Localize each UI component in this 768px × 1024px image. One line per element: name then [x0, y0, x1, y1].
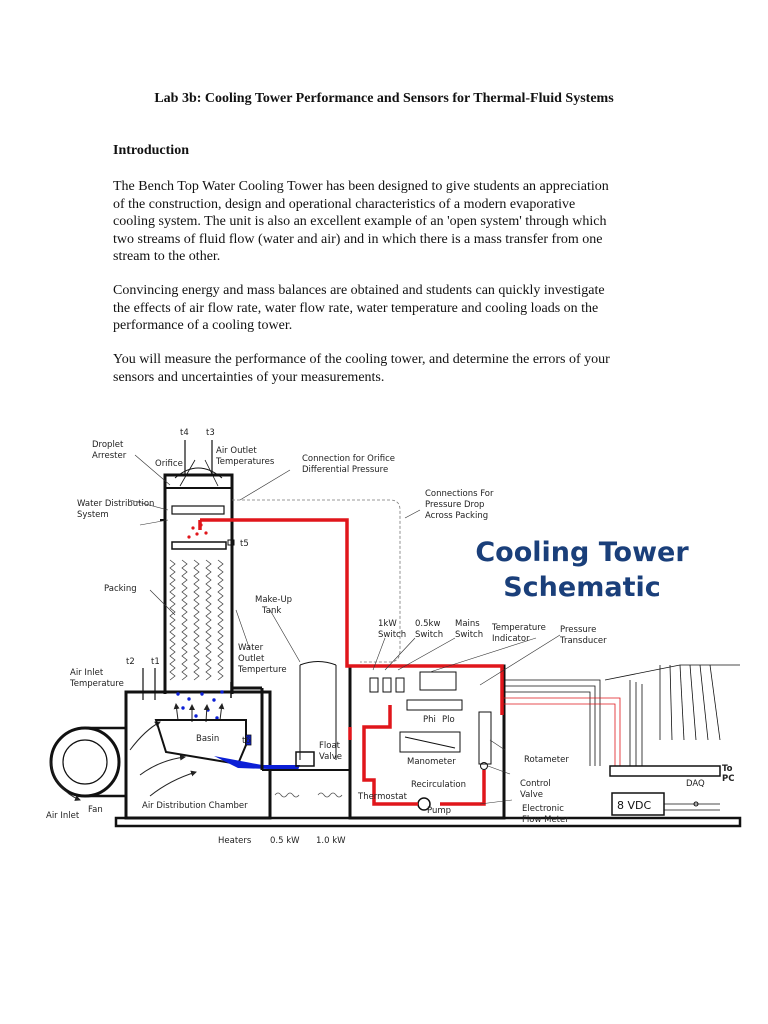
- label-water-dist-1: Water Distribution: [77, 499, 155, 509]
- paragraph-line: stream to the other.: [113, 249, 221, 264]
- label-heaters: Heaters: [218, 836, 252, 846]
- basin-label: Basin: [196, 734, 220, 744]
- label-air-distribution-chamber: Air Distribution Chamber: [142, 801, 248, 811]
- temperature-indicator: [420, 672, 456, 690]
- label-switch-05kw-1: 0.5kw: [415, 619, 441, 629]
- label-8vdc: 8 VDC: [617, 799, 652, 812]
- label-air-inlet-temp-2: Temperature: [70, 679, 124, 689]
- label-pressure-transducer-2: Transducer: [560, 636, 607, 646]
- label-t6: t6: [242, 736, 251, 746]
- label-water-outlet-1: Water: [238, 643, 264, 653]
- label-air-outlet-1: Air Outlet: [216, 446, 257, 456]
- paragraph-line: Convincing energy and mass balances are obtained and students can quickly investigate: [113, 283, 605, 298]
- label-t2: t2: [126, 657, 135, 667]
- label-phi: Phi: [423, 715, 436, 725]
- section-heading-introduction: Introduction: [113, 143, 189, 158]
- paragraph-line: You will measure the performance of the cooling tower, and determine the errors of your: [113, 352, 610, 367]
- label-daq: DAQ: [686, 779, 705, 789]
- packing: [170, 560, 223, 680]
- paragraph-line: two streams of fluid flow (water and air) and in which there is a mass transfer from one: [113, 231, 603, 247]
- label-float-valve-2: Valve: [319, 752, 342, 762]
- label-air-outlet-2: Temperatures: [216, 457, 275, 467]
- label-conn-packing-1: Connections For: [425, 489, 494, 499]
- rotameter: [479, 712, 491, 764]
- label-flowmeter-1: Electronic: [522, 804, 564, 814]
- label-water-dist-2: System: [77, 510, 109, 520]
- label-thermostat: Thermostat: [358, 792, 407, 802]
- label-recirculation: Recirculation: [411, 780, 467, 790]
- label-droplet-arrester-2: Arrester: [92, 451, 127, 461]
- label-to-pc-2: PC: [722, 774, 735, 784]
- air-distribution-chamber: [126, 692, 270, 818]
- label-switch-1kw-2: Switch: [378, 630, 407, 640]
- label-temp-indicator-2: Indicator: [492, 634, 530, 644]
- basin-droplets: [176, 690, 223, 719]
- label-water-outlet-3: Temperture: [238, 665, 287, 675]
- label-t1: t1: [151, 657, 160, 667]
- label-t4: t4: [180, 428, 189, 438]
- paragraph-line: sensors and uncertainties of your measurements.: [113, 369, 385, 385]
- label-conn-packing-2: Pressure Drop: [425, 500, 485, 510]
- label-rotameter: Rotameter: [524, 755, 569, 765]
- label-orifice: Orifice: [155, 459, 183, 469]
- fan: [51, 728, 126, 796]
- label-switch-05kw-2: Switch: [415, 630, 444, 640]
- label-water-outlet-2: Outlet: [238, 654, 265, 664]
- label-switch-1kw-1: 1kW: [378, 619, 397, 629]
- schematic-title-line1: Cooling Tower: [475, 537, 689, 568]
- label-makeup-2: Tank: [262, 606, 282, 616]
- label-air-inlet: Air Inlet: [46, 811, 80, 821]
- heaters: [275, 793, 342, 797]
- label-float-valve-1: Float: [319, 741, 340, 751]
- label-fan: Fan: [88, 805, 103, 815]
- paragraph-line: performance of a cooling tower.: [113, 318, 293, 333]
- label-makeup-1: Make-Up: [255, 595, 293, 605]
- paragraph-1: [113, 178, 673, 266]
- label-plo: Plo: [442, 715, 455, 725]
- label-pressure-transducer-1: Pressure: [560, 625, 597, 635]
- label-heater-10kw: 1.0 kW: [316, 836, 346, 846]
- label-control-valve-2: Valve: [520, 790, 543, 800]
- label-conn-orifice-1: Connection for Orifice: [302, 454, 395, 464]
- label-conn-packing-3: Across Packing: [425, 511, 489, 521]
- paragraph-2: [113, 282, 673, 335]
- label-droplet-arrester-1: Droplet: [92, 440, 124, 450]
- label-t3: t3: [206, 428, 215, 438]
- schematic-title-line2: Schematic: [503, 572, 661, 603]
- label-mains-1: Mains: [455, 619, 480, 629]
- paragraph-line: The Bench Top Water Cooling Tower has been designed to give students an appreciation: [113, 179, 609, 194]
- label-manometer: Manometer: [407, 757, 456, 767]
- paragraph-3: [113, 351, 673, 386]
- label-pump: Pump: [427, 806, 452, 816]
- daq-wiring: [504, 665, 740, 766]
- label-packing: Packing: [104, 584, 137, 594]
- label-to-pc-1: To: [722, 764, 733, 774]
- label-control-valve-1: Control: [520, 779, 551, 789]
- daq-unit: [610, 766, 720, 776]
- label-heater-05kw: 0.5 kW: [270, 836, 300, 846]
- paragraph-line: cooling system. The unit is also an excellent example of an 'open system' through which: [113, 214, 607, 229]
- paragraph-line: of the construction, design and operational characteristics of a modern evaporative: [113, 196, 576, 212]
- label-flowmeter-2: Flow Meter: [522, 815, 569, 825]
- cooling-tower-schematic: [0, 400, 768, 850]
- label-conn-orifice-2: Differential Pressure: [302, 465, 389, 475]
- document-title: Lab 3b: Cooling Tower Performance and Sensors for Thermal-Fluid Systems: [154, 91, 614, 106]
- paragraph-line: the effects of air flow rate, water flow rate, water temperature and cooling loads on the: [113, 300, 599, 316]
- label-temp-indicator-1: Temperature: [492, 623, 546, 633]
- label-t5: t5: [240, 539, 249, 549]
- water-droplets: [187, 523, 207, 538]
- label-air-inlet-temp-1: Air Inlet: [70, 668, 104, 678]
- label-mains-2: Switch: [455, 630, 484, 640]
